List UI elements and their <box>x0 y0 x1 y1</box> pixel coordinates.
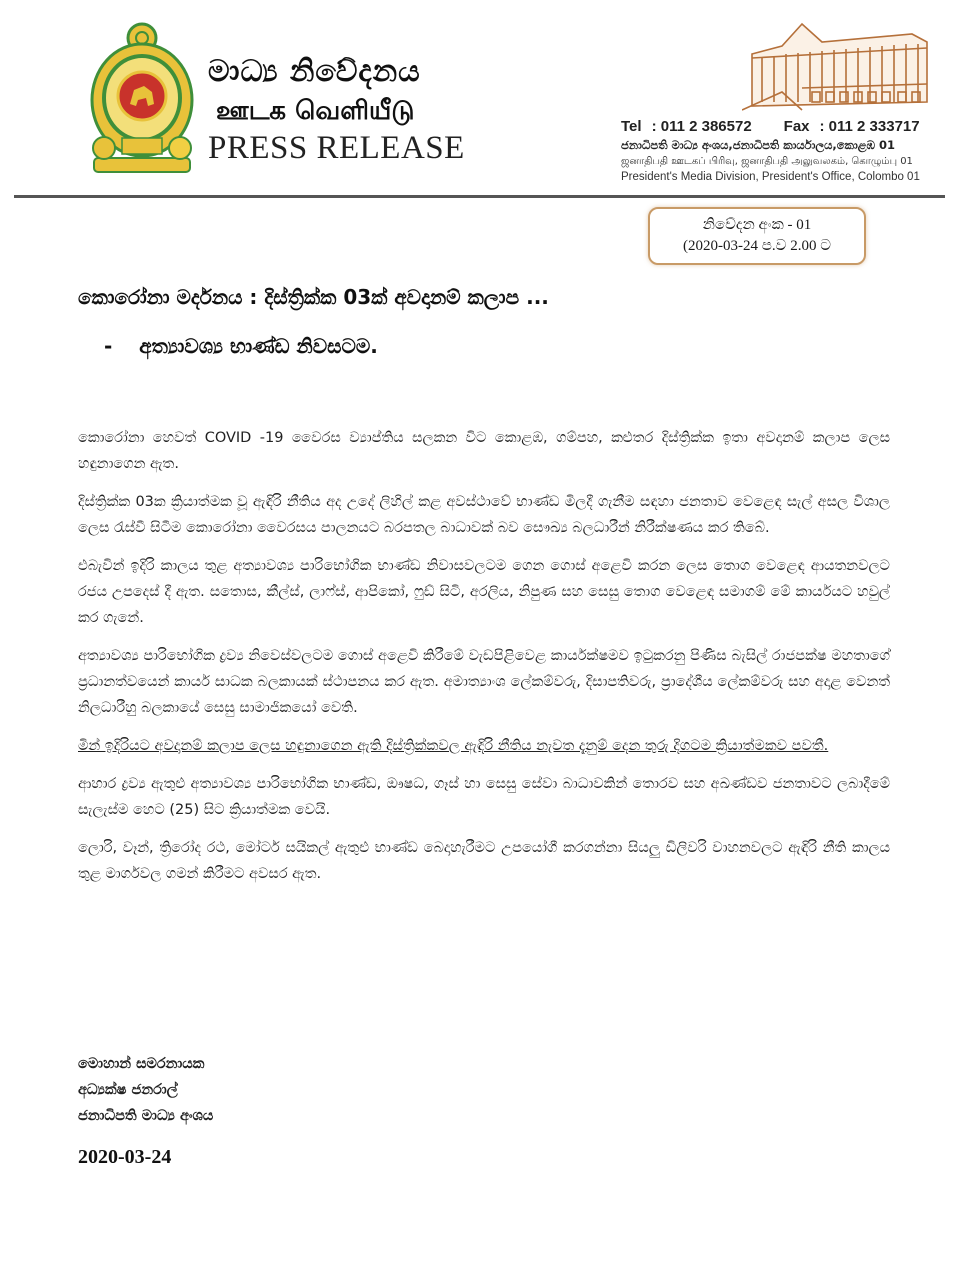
fax-label: Fax <box>783 118 810 135</box>
address-tamil: ஜனாதிபதி ஊடகப் பிரிவு, ஜனாதிபதி அலுவலகம், கொழும்பு 01 <box>621 156 913 167</box>
paragraph: දිස්ත්‍රික්ක 03ක ක්‍රියාත්මක වූ ඇඳිරි නීතිය අද උදේ ලිහිල් කළ අවස්ථාවේ භාණ්ඩ මිලදී ගැනීම සඳහා ජනතාව වෙළෙඳ සැල් අසල විශාල ලෙස රැස්වී සිටීම කොරෝනා වෛරසය පාලනයට බරපතල බාධාවක් බව සෞඛ්‍ය බලධාරීන් නිරීක්ෂණය කර තිබේ. <box>78 494 890 536</box>
signatory-name: මොහාන් සමරනායක <box>78 1056 205 1072</box>
address-english: President's Media Division, President's Office, Colombo 01 <box>621 171 920 183</box>
signature-block <box>78 1051 213 1129</box>
paragraph: අත්‍යාවශ්‍ය පාරිභෝගික ද්‍රව්‍ය නිවෙස්වලටම ගොස් අළෙවි කිරීමේ වැඩපිළිවෙළ කාර්යක්ෂමව ඉටුකරනු පිණිස බැසිල් රාජපක්ෂ මහතාගේ ප්‍රධානත්වයෙන් කාර්ය සාධක බලකායක් ස්ථාපනය කර ඇත. අමාත්‍යාංශ ලේකම්වරු, දිසාපතිවරු, ප්‍රාදේශීය ලේකම්වරු සහ අදාළ වෙනත් නිලධාරීහු බලකායේ සෙසු සාමාජිකයෝ වෙති. <box>78 648 890 716</box>
header-divider <box>14 195 945 198</box>
sri-lanka-emblem-icon <box>86 20 198 178</box>
contact-block <box>621 118 941 183</box>
masthead <box>208 52 465 166</box>
signature-date: 2020-03-24 <box>78 1146 172 1168</box>
tel-label: Tel <box>621 118 642 135</box>
masthead-tamil: ஊடக வெளியீடு <box>216 96 415 126</box>
release-datetime: (2020-03-24 ප.ව 2.00 ට <box>683 238 831 254</box>
release-reference-box <box>648 207 866 265</box>
press-release-body <box>78 425 890 899</box>
paragraph: ලොරි, වෑන්, ත්‍රිරෝද රථ, මෝටර් සයිකල් ඇතුළු භාණ්ඩ බෙදාහැරීමට උපයෝගී කරගන්නා සියලු ඩිලිවරි වාහනවලට ඇඳිරි නීති කාලය තුළ මාර්ගවල ගමන් කිරීමට අවසර ඇත. <box>78 840 890 882</box>
masthead-sinhala: මාධ්‍ය නිවේදනය <box>208 54 421 89</box>
signatory-title: අධ්‍යක්ෂ ජනරාල් <box>78 1082 178 1098</box>
paragraph: ආහාර ද්‍රව්‍ය ඇතුළු අත්‍යාවශ්‍ය පාරිභෝගික භාණ්ඩ, ඖෂධ, ගෑස් හා සෙසු සේවා බාධාවකින් තොරව සහ අඛණ්ඩව ජනතාවට ලබාදීමේ සැලැස්ම හෙට (25) සිට ක්‍රියාත්මක වෙයි. <box>78 776 890 818</box>
fax-value: : 011 2 333717 <box>819 118 920 135</box>
subheadline-text: අත්‍යාවශ්‍ය භාණ්ඩ නිවසටම. <box>139 334 378 358</box>
headline: කොරෝනා මර්දනය : දිස්ත්‍රික්ක 03ක් අවදානම් කලාප ... <box>78 285 549 309</box>
signatory-department: ජනාධිපති මාධ්‍ය අංශය <box>78 1108 214 1124</box>
phone-fax-line <box>621 118 941 135</box>
tel-value: : 011 2 386572 <box>651 118 752 135</box>
release-number: නිවේදන අංක - 01 <box>702 217 812 233</box>
paragraph: කොරෝනා හෙවත් COVID -19 වෛරස ව්‍යාප්තිය සලකන විට කොළඹ, ගම්පහ, කළුතර දිස්ත්‍රික්ක ඉතා අවදානම් කලාප ලෙස හඳුනාගෙන ඇත. <box>78 430 890 472</box>
subheadline <box>104 334 378 358</box>
paragraph: එබැවින් ඉදිරි කාලය තුළ අත්‍යාවශ්‍ය පාරිභෝගික භාණ්ඩ නිවාසවලටම ගෙන ගොස් අළෙවි කරන ලෙස තොග වෙළෙඳ ආයතනවලට රජය උපදෙස් දී ඇත. සතොස, කීල්ස්, ලාෆ්ස්, ආපිකෝ, ෆුඩ් සිටි, අරලිය, නිපුණ සහ සෙසු තොග වෙළෙඳ සමාගම් මේ කාර්යයට හවුල් කර ගැනේ. <box>78 558 890 626</box>
masthead-english: PRESS RELEASE <box>208 130 465 166</box>
address-sinhala: ජනාධිපති මාධ්‍ය අංශය,ජනාධිපති කාර්යාලය,කොළඹ 01 <box>621 138 896 152</box>
presidential-building-icon <box>742 14 937 114</box>
subheadline-dash: - <box>104 334 113 358</box>
paragraph-underlined: මින් ඉදිරියට අවදානම් කලාප ලෙස හඳුනාගෙන ඇති දිස්ත්‍රික්කවල ඇඳිරි නීතිය නැවත දැනුම් දෙන තුරු දිගටම ක්‍රියාත්මකව පවතී. <box>78 738 829 754</box>
